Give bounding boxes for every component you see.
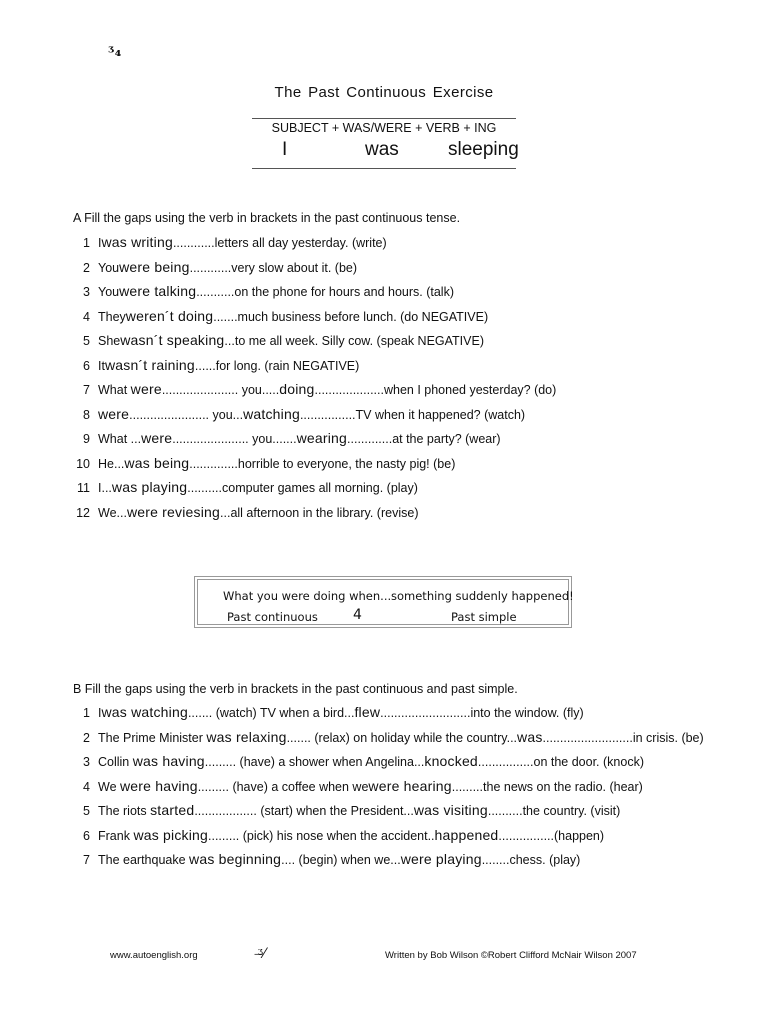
answer-text: flew (354, 704, 381, 720)
exercise-prompt-start: We (98, 779, 120, 794)
exercise-row (66, 283, 454, 305)
exercise-prompt-end: the news on the radio. (hear) (483, 779, 643, 794)
answer-text: watching (243, 405, 300, 422)
exercise-prompt-text: on the phone for hours and hours. (talk) (234, 285, 454, 299)
exercise-row (66, 406, 525, 428)
footer-credit: Written by Bob Wilson ©Robert Clifford McNair Wilson 2007 (385, 950, 637, 961)
formula-example-subject: I (282, 139, 288, 160)
answer-text: was picking (133, 826, 209, 843)
formula-example-was: was (365, 139, 399, 160)
exercise-row (66, 259, 357, 281)
corner-mark: ᶾ₄ (108, 42, 122, 60)
answer-dots: ........... (196, 285, 235, 299)
footer-website: www.autoenglish.org (110, 950, 198, 961)
exercise-prompt-end: the country. (visit) (522, 804, 621, 818)
answer-dots: ......... (204, 755, 240, 769)
exercise-number: 4 (83, 779, 90, 794)
exercise-row (66, 778, 643, 800)
answer-dots: ... (220, 505, 231, 520)
exercise-prompt-start: The riots (98, 804, 151, 818)
answer-text: was (517, 728, 543, 745)
answer-dots: ....... (187, 706, 216, 720)
exercise-prompt-text: much business before lunch. (do NEGATIVE) (237, 309, 489, 324)
exercise-prompt-start: What ... (98, 432, 142, 446)
answer-dots: ................ (299, 407, 356, 422)
exercise-prompt-start: The earthquake (98, 853, 190, 867)
timeline-past-continuous-label: Past continuous (227, 610, 318, 624)
answer-dots: ...................... (161, 383, 242, 397)
answer-dots: ... (224, 334, 235, 348)
answer-dots: ....... (213, 309, 238, 324)
exercise-prompt-text: (pick) his nose when the accident.. (242, 828, 435, 843)
exercise-row (66, 430, 501, 452)
answer-dots: .............. (189, 456, 238, 471)
answer-text: was visiting (413, 802, 488, 818)
exercise-prompt-text: (begin) when we... (298, 853, 401, 867)
exercise-row (66, 381, 556, 403)
answer-dots: .... (281, 853, 299, 867)
answer-dots: ......... (208, 828, 243, 843)
timeline-past-simple-label: Past simple (451, 610, 517, 624)
page-title: The Past Continuous Exercise (274, 84, 494, 101)
answer-text: was beginning (189, 851, 282, 867)
exercise-number: 11 (77, 481, 90, 495)
exercise-prompt-text: letters all day yesterday. (write) (214, 236, 387, 250)
answer-text: were reviesing (126, 503, 221, 520)
section-a-instruction: A Fill the gaps using the verb in brackets in the past continuous tense. (73, 211, 461, 225)
exercise-number: 1 (83, 706, 90, 720)
timeline-inner (201, 583, 574, 624)
answer-text: were being (119, 258, 190, 275)
exercise-row (66, 504, 418, 526)
answer-dots: .......................... (542, 730, 633, 745)
exercise-number: 2 (83, 260, 90, 275)
answer-text: were (141, 430, 173, 446)
exercise-prompt-end: in crisis. (be) (632, 730, 704, 745)
answer-text: were (130, 381, 162, 397)
exercise-row (66, 802, 620, 824)
answer-text: was relaxing (206, 728, 287, 745)
answer-text: were (98, 405, 130, 422)
exercise-prompt-end: into the window. (fly) (470, 706, 584, 720)
exercise-prompt-text: you..... (241, 383, 280, 397)
formula-table (252, 118, 519, 169)
exercise-prompt-text: horrible to everyone, the nasty pig! (be) (237, 456, 456, 471)
timeline-something-label: something suddenly happened! (391, 589, 574, 603)
exercise-prompt-text: to me all week. Silly cow. (speak NEGATIVE) (234, 334, 484, 348)
answer-dots: .................. (194, 804, 261, 818)
exercise-row (66, 827, 604, 849)
exercise-prompt-text: you... (212, 407, 244, 422)
answer-text: were talking (119, 283, 197, 299)
exercise-number: 2 (83, 730, 90, 745)
answer-dots: ............. (347, 432, 393, 446)
section-b-instruction: B Fill the gaps using the verb in brackets in the past continuous and past simple. (73, 682, 518, 696)
exercise-prompt-text: (relax) on holiday while the country... (314, 730, 518, 745)
exercise-number: 9 (83, 432, 90, 446)
answer-text: started (150, 802, 195, 818)
answer-dots: ....................... (129, 407, 213, 422)
answer-dots: ............ (189, 260, 232, 275)
answer-dots: .......... (487, 804, 523, 818)
exercise-prompt-text: (have) a shower when Angelina... (239, 755, 425, 769)
exercise-prompt-end: when I phoned yesterday? (do) (383, 383, 557, 397)
exercise-prompt-start: Collin (98, 755, 133, 769)
answer-dots: ...................... (172, 432, 253, 446)
exercise-prompt-end: TV when it happened? (watch) (355, 407, 526, 422)
answer-text: doing (279, 381, 315, 397)
exercise-prompt-end: on the door. (knock) (533, 755, 644, 769)
exercise-number: 6 (83, 828, 90, 843)
answer-dots: ................ (498, 828, 554, 843)
answer-text: were playing (400, 851, 482, 867)
exercise-number: 5 (83, 804, 90, 818)
exercise-number: 7 (83, 383, 90, 397)
timeline-what-label: What you were doing when... (223, 589, 392, 603)
exercise-prompt-start: She (98, 334, 121, 348)
answer-dots: .......................... (380, 706, 471, 720)
answer-text: happened (434, 826, 499, 843)
answer-text: wasn´t speaking (120, 332, 225, 348)
exercise-prompt-start: I... (98, 481, 112, 495)
exercise-prompt-end: at the party? (wear) (392, 432, 501, 446)
exercise-number: 1 (83, 236, 90, 250)
exercise-prompt-start: He... (98, 456, 125, 471)
answer-text: was having (132, 753, 205, 769)
exercise-prompt-start: I (98, 706, 102, 720)
exercise-row (66, 753, 644, 775)
exercise-prompt-text: you....... (252, 432, 297, 446)
exercise-prompt-text: computer games all morning. (play) (222, 481, 418, 495)
exercise-prompt-end: chess. (play) (509, 853, 581, 867)
exercise-prompt-text: very slow about it. (be) (231, 260, 358, 275)
exercise-row (66, 729, 704, 751)
answer-dots: .......... (187, 481, 222, 495)
answer-text: wearing (296, 430, 348, 446)
formula-header: SUBJECT + WAS/WERE + VERB + ING (271, 121, 497, 135)
exercise-row (66, 332, 484, 354)
exercise-number: 6 (83, 358, 90, 373)
exercise-prompt-start: They (98, 309, 126, 324)
exercise-prompt-start: What (98, 383, 131, 397)
timeline-four: 4 (353, 607, 362, 623)
answer-text: knocked (424, 753, 478, 769)
exercise-number: 3 (83, 285, 90, 299)
formula-example-verb: sleeping (448, 139, 519, 160)
exercise-number: 10 (76, 456, 90, 471)
exercise-number: 5 (83, 334, 90, 348)
answer-text: weren´t doing (125, 307, 214, 324)
answer-text: was watching (101, 704, 188, 720)
answer-dots: ....... (286, 730, 315, 745)
footer-mark: ᶾ̶⁄ (258, 946, 266, 962)
answer-dots: ......... (451, 779, 484, 794)
exercise-row (66, 455, 455, 477)
exercise-row (66, 479, 418, 501)
exercise-number: 12 (76, 505, 90, 520)
exercise-prompt-start: You (98, 285, 120, 299)
answer-text: was playing (111, 479, 188, 495)
exercise-number: 4 (83, 309, 90, 324)
exercise-row (66, 851, 580, 873)
exercise-number: 3 (83, 755, 90, 769)
answer-dots: .................... (314, 383, 384, 397)
exercise-number: 8 (83, 407, 90, 422)
exercise-prompt-text: (start) when the President... (260, 804, 414, 818)
answer-dots: ........ (481, 853, 510, 867)
exercise-prompt-start: Frank (98, 828, 134, 843)
answer-dots: ...... (194, 358, 216, 373)
exercise-prompt-text: for long. (rain NEGATIVE) (215, 358, 360, 373)
exercise-prompt-start: You (98, 260, 120, 275)
exercise-row (66, 704, 584, 726)
exercise-prompt-text: all afternoon in the library. (revise) (230, 505, 419, 520)
exercise-prompt-text: (watch) TV when a bird... (215, 706, 355, 720)
timeline-box (194, 576, 572, 628)
exercise-number: 7 (83, 853, 90, 867)
answer-text: was writing (101, 234, 173, 250)
exercise-prompt-start: The Prime Minister (98, 730, 207, 745)
answer-text: were having (120, 777, 198, 794)
answer-dots: ......... (197, 779, 233, 794)
exercise-row (66, 308, 488, 330)
exercise-prompt-end: (happen) (554, 828, 605, 843)
exercise-prompt-start: I (98, 236, 102, 250)
exercise-prompt-start: We... (98, 505, 127, 520)
exercise-prompt-start: It (98, 358, 105, 373)
exercise-row (66, 234, 387, 256)
exercise-row (66, 357, 359, 379)
answer-text: was being (124, 454, 190, 471)
exercise-prompt-text: (have) a coffee when we (232, 779, 369, 794)
answer-dots: ................ (477, 755, 534, 769)
answer-text: wasn´t raining (104, 356, 195, 373)
answer-text: were hearing (368, 777, 452, 794)
answer-dots: ............ (172, 236, 215, 250)
